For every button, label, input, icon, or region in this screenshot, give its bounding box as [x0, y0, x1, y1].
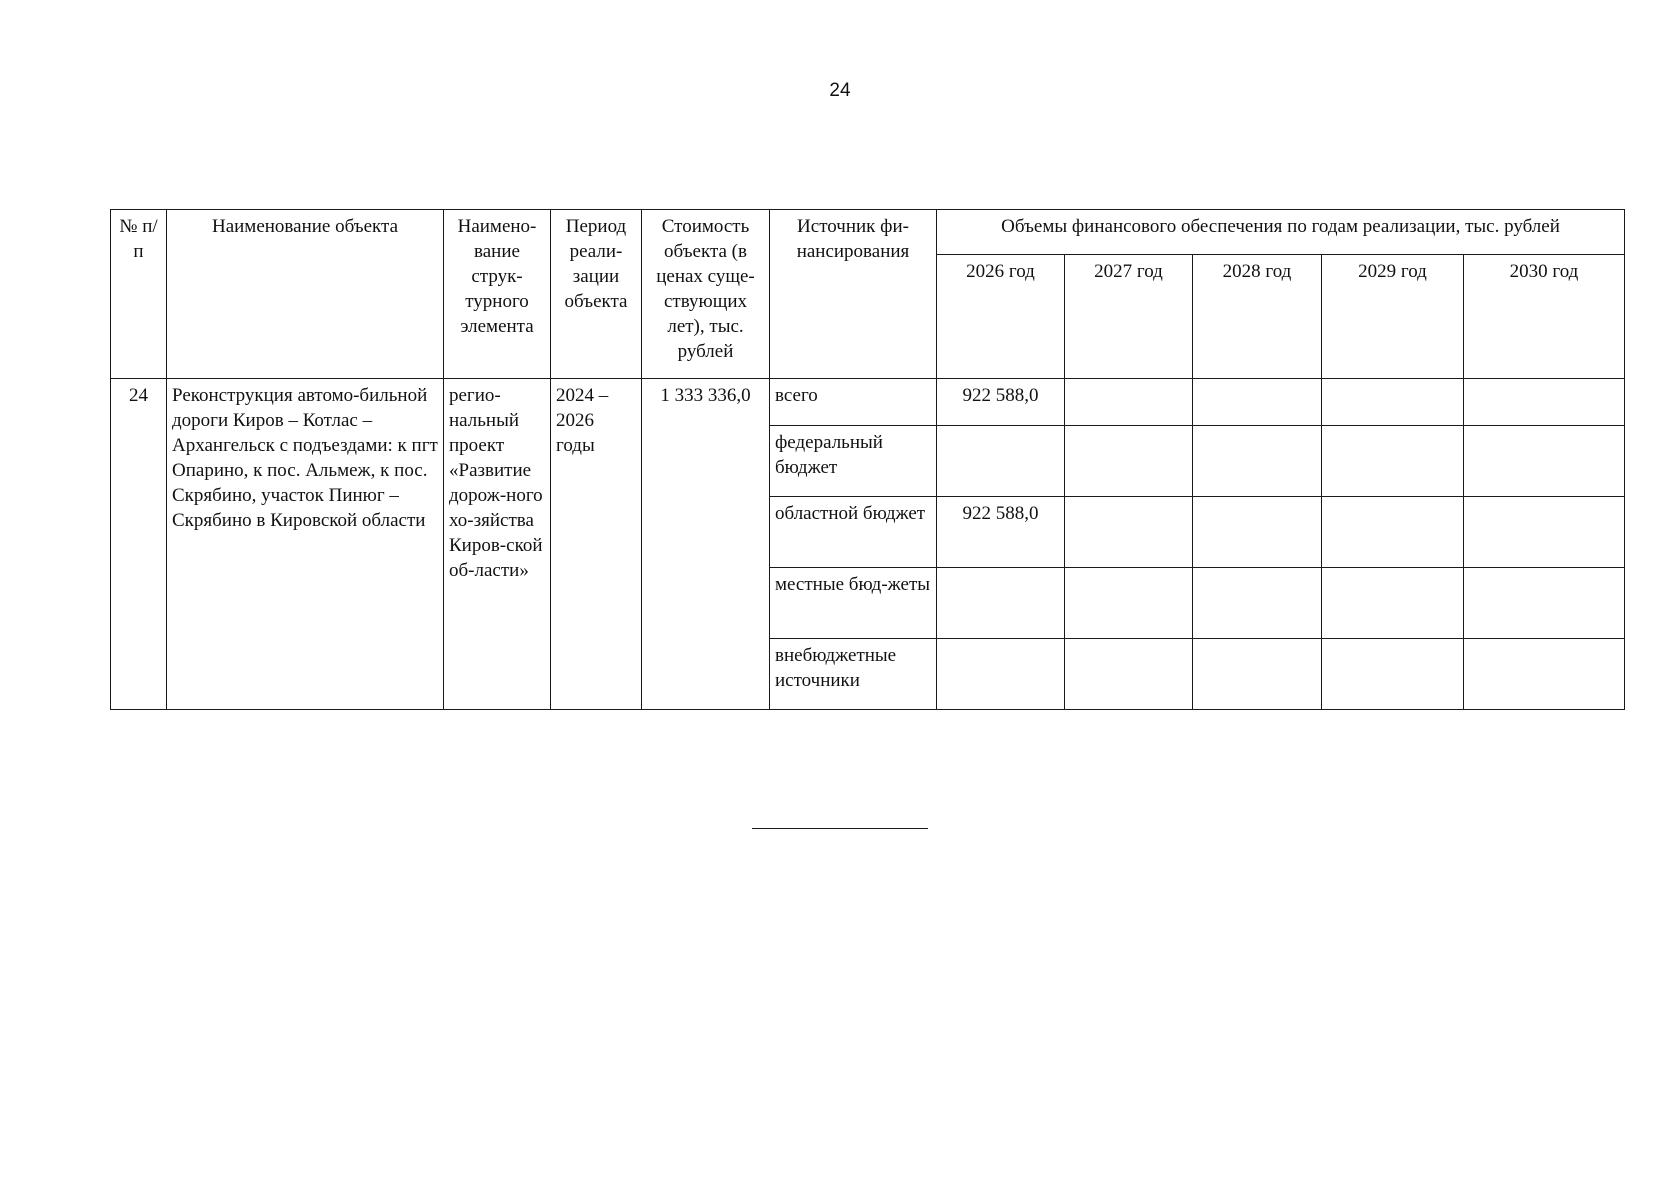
- header-cost: Стоимость объекта (в ценах суще-ствующих лет), тыс. рублей: [642, 210, 770, 379]
- value-cell: [1193, 426, 1322, 497]
- value-cell: [1322, 568, 1464, 639]
- value-cell: [937, 568, 1065, 639]
- value-cell: [1322, 379, 1464, 426]
- value-cell: [937, 426, 1065, 497]
- row-period: 2024 – 2026 годы: [551, 379, 642, 710]
- value-cell: [1464, 379, 1625, 426]
- value-cell: [937, 639, 1065, 710]
- value-cell: [1464, 497, 1625, 568]
- source-label: местные бюд-жеты: [770, 568, 937, 639]
- source-label: внебюджетные источники: [770, 639, 937, 710]
- value-cell: [1464, 426, 1625, 497]
- header-num: № п/п: [111, 210, 167, 379]
- header-row: [111, 210, 1625, 255]
- header-period: Период реали-зации объекта: [551, 210, 642, 379]
- header-source: Источник фи-нансирования: [770, 210, 937, 379]
- value-cell: [1065, 639, 1193, 710]
- value-cell: [1464, 568, 1625, 639]
- header-structural-element: Наимено-вание струк-турного элемента: [444, 210, 551, 379]
- value-cell: [1322, 497, 1464, 568]
- source-label: всего: [770, 379, 937, 426]
- row-num: 24: [111, 379, 167, 710]
- value-cell: [1464, 639, 1625, 710]
- row-structural-element: регио-нальный проект «Развитие дорож-ного хо-зяйства Киров-ской об-ласти»: [444, 379, 551, 710]
- value-cell: [1193, 497, 1322, 568]
- row-cost: 1 333 336,0: [642, 379, 770, 710]
- header-year-2029: 2029 год: [1322, 255, 1464, 379]
- value-cell: [1322, 426, 1464, 497]
- value-cell: [1065, 497, 1193, 568]
- header-volumes: Объемы финансового обеспечения по годам реализации, тыс. рублей: [937, 210, 1625, 255]
- value-cell: 922 588,0: [937, 379, 1065, 426]
- header-object-name: Наименование объекта: [167, 210, 444, 379]
- value-cell: [1065, 379, 1193, 426]
- value-cell: [1193, 639, 1322, 710]
- page-number: 24: [829, 80, 851, 101]
- source-label: областной бюджет: [770, 497, 937, 568]
- header-year-2026: 2026 год: [937, 255, 1065, 379]
- value-cell: [1193, 379, 1322, 426]
- value-cell: [1193, 568, 1322, 639]
- row-object-name: Реконструкция автомо-бильной дороги Киров – Котлас – Архангельск с подъездами: к пгт Опарино, к пос. Альмеж, к пос. Скрябино, участок Пинюг – Скрябино в Кировской области: [167, 379, 444, 710]
- header-year-2030: 2030 год: [1464, 255, 1625, 379]
- source-label: федеральный бюджет: [770, 426, 937, 497]
- footer-divider: [752, 828, 928, 829]
- value-cell: [1322, 639, 1464, 710]
- value-cell: [1065, 426, 1193, 497]
- header-year-2027: 2027 год: [1065, 255, 1193, 379]
- table-row: [111, 379, 1625, 426]
- header-year-2028: 2028 год: [1193, 255, 1322, 379]
- financing-table: [110, 209, 1625, 710]
- value-cell: 922 588,0: [937, 497, 1065, 568]
- value-cell: [1065, 568, 1193, 639]
